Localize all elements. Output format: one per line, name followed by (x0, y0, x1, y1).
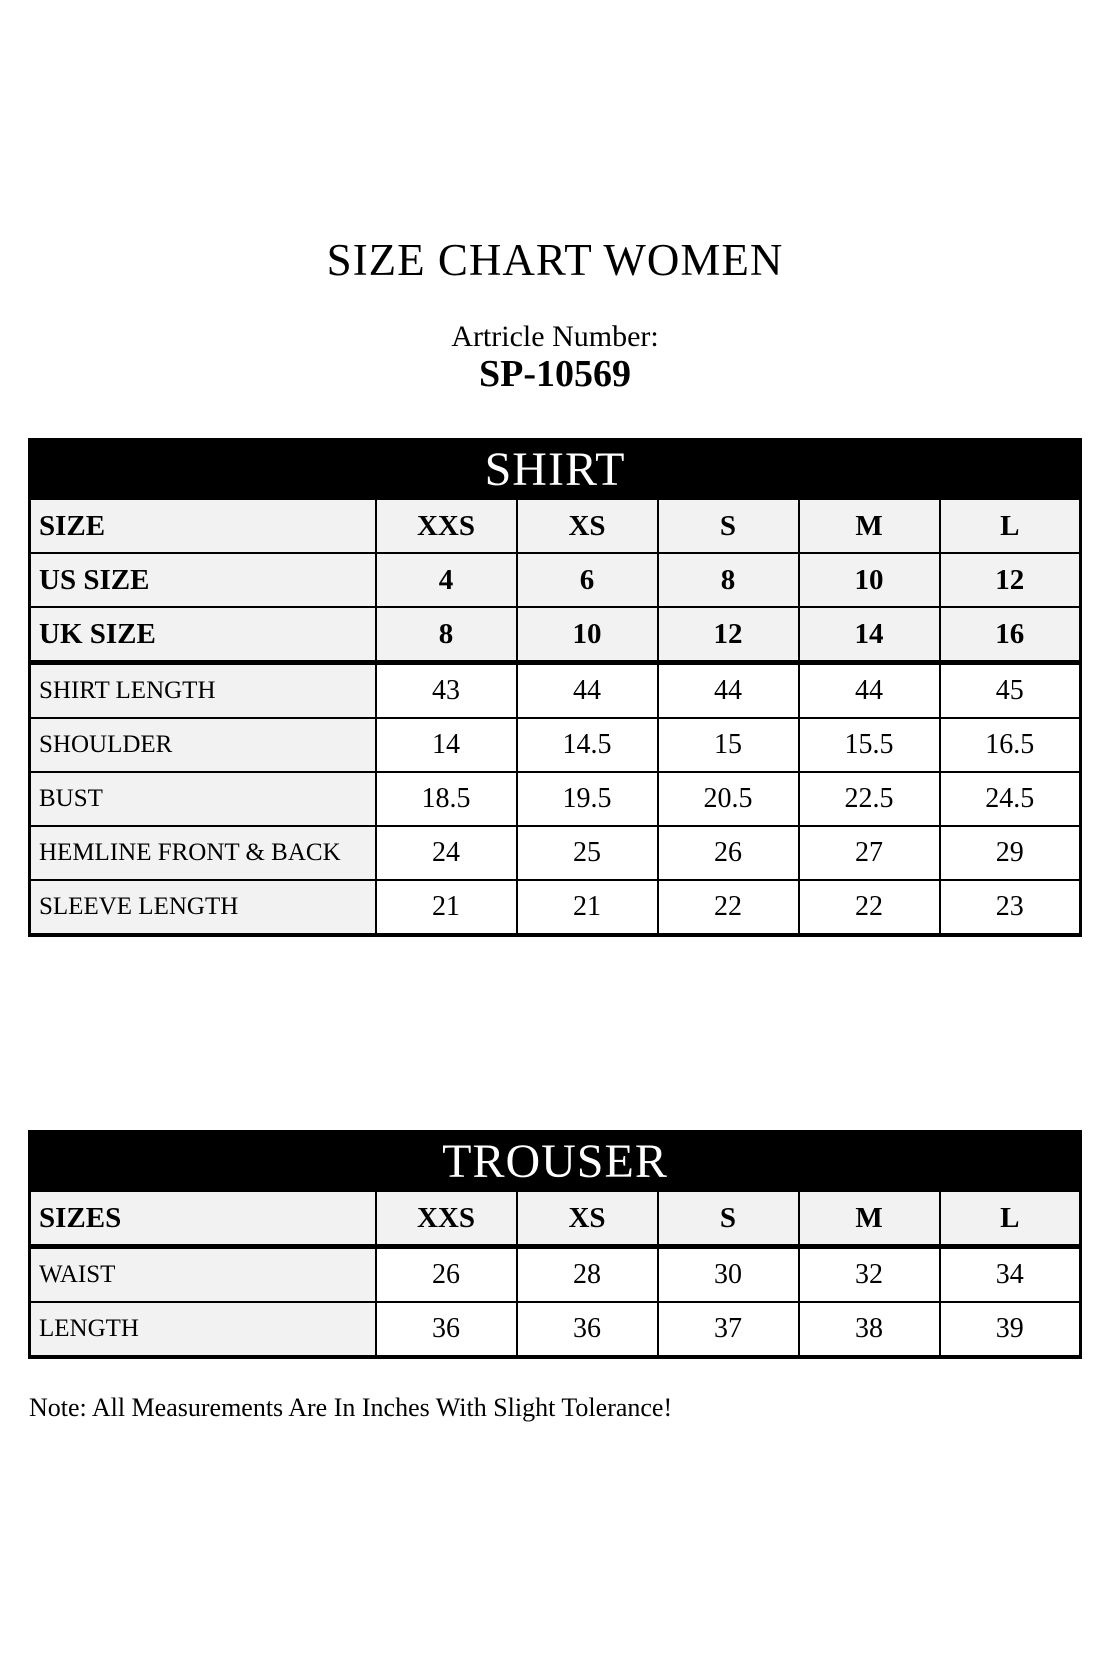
size-cell: 6 (517, 553, 658, 607)
measurement-cell: 20.5 (658, 772, 799, 826)
size-cell: XS (517, 1191, 658, 1247)
size-cell: 8 (376, 607, 517, 663)
row-label: LENGTH (30, 1302, 376, 1357)
size-cell: 12 (658, 607, 799, 663)
measurement-cell: 28 (517, 1247, 658, 1303)
size-cell: M (799, 499, 940, 553)
trouser-banner-row (30, 1132, 1081, 1192)
size-cell: 10 (799, 553, 940, 607)
row-label: SIZES (30, 1191, 376, 1247)
table-row (30, 553, 1081, 607)
measurement-cell: 29 (940, 826, 1081, 880)
size-cell: XS (517, 499, 658, 553)
measurement-cell: 27 (799, 826, 940, 880)
size-cell: L (940, 499, 1081, 553)
table-row (30, 1247, 1081, 1303)
size-cell: 16 (940, 607, 1081, 663)
row-label: UK SIZE (30, 607, 376, 663)
table-row (30, 880, 1081, 935)
size-cell: L (940, 1191, 1081, 1247)
measurement-cell: 43 (376, 663, 517, 719)
row-label: WAIST (30, 1247, 376, 1303)
measurement-cell: 14 (376, 718, 517, 772)
row-label: SHOULDER (30, 718, 376, 772)
measurement-cell: 21 (517, 880, 658, 935)
table-row (30, 826, 1081, 880)
measurement-cell: 37 (658, 1302, 799, 1357)
measurement-cell: 44 (799, 663, 940, 719)
measurement-cell: 25 (517, 826, 658, 880)
shirt-table (28, 438, 1082, 937)
measurement-cell: 23 (940, 880, 1081, 935)
table-row (30, 718, 1081, 772)
measurement-cell: 38 (799, 1302, 940, 1357)
row-label: SHIRT LENGTH (30, 663, 376, 719)
size-cell: M (799, 1191, 940, 1247)
measurement-cell: 21 (376, 880, 517, 935)
shirt-banner-row (30, 440, 1081, 500)
size-cell: S (658, 1191, 799, 1247)
size-cell: S (658, 499, 799, 553)
measurement-cell: 24.5 (940, 772, 1081, 826)
size-cell: 12 (940, 553, 1081, 607)
measurement-cell: 34 (940, 1247, 1081, 1303)
table-row (30, 663, 1081, 719)
table-row (30, 772, 1081, 826)
measurement-cell: 15.5 (799, 718, 940, 772)
measurement-cell: 36 (517, 1302, 658, 1357)
row-label: SIZE (30, 499, 376, 553)
measurement-cell: 26 (376, 1247, 517, 1303)
measurement-cell: 18.5 (376, 772, 517, 826)
measurement-cell: 15 (658, 718, 799, 772)
row-label: SLEEVE LENGTH (30, 880, 376, 935)
measurements-note: Note: All Measurements Are In Inches With Slight Tolerance! (29, 1393, 673, 1422)
measurement-cell: 36 (376, 1302, 517, 1357)
row-label: BUST (30, 772, 376, 826)
measurement-cell: 26 (658, 826, 799, 880)
measurement-cell: 32 (799, 1247, 940, 1303)
row-label: HEMLINE FRONT & BACK (30, 826, 376, 880)
row-label: US SIZE (30, 553, 376, 607)
size-cell: XXS (376, 499, 517, 553)
size-cell: 4 (376, 553, 517, 607)
measurement-cell: 45 (940, 663, 1081, 719)
measurement-cell: 44 (517, 663, 658, 719)
shirt-banner: SHIRT (30, 440, 1081, 500)
table-row (30, 607, 1081, 663)
article-number-value: SP-10569 (479, 353, 631, 395)
size-cell: 14 (799, 607, 940, 663)
measurement-cell: 16.5 (940, 718, 1081, 772)
measurement-cell: 44 (658, 663, 799, 719)
page-title: SIZE CHART WOMEN (326, 235, 784, 285)
table-row (30, 499, 1081, 553)
measurement-cell: 24 (376, 826, 517, 880)
measurement-cell: 14.5 (517, 718, 658, 772)
measurement-cell: 22 (658, 880, 799, 935)
table-row (30, 1302, 1081, 1357)
trouser-table (28, 1130, 1082, 1359)
measurement-cell: 39 (940, 1302, 1081, 1357)
trouser-banner: TROUSER (30, 1132, 1081, 1192)
size-cell: 10 (517, 607, 658, 663)
table-row (30, 1191, 1081, 1247)
measurement-cell: 22 (799, 880, 940, 935)
measurement-cell: 30 (658, 1247, 799, 1303)
measurement-cell: 22.5 (799, 772, 940, 826)
measurement-cell: 19.5 (517, 772, 658, 826)
size-cell: 8 (658, 553, 799, 607)
article-number-label: Artricle Number: (451, 320, 659, 353)
size-cell: XXS (376, 1191, 517, 1247)
